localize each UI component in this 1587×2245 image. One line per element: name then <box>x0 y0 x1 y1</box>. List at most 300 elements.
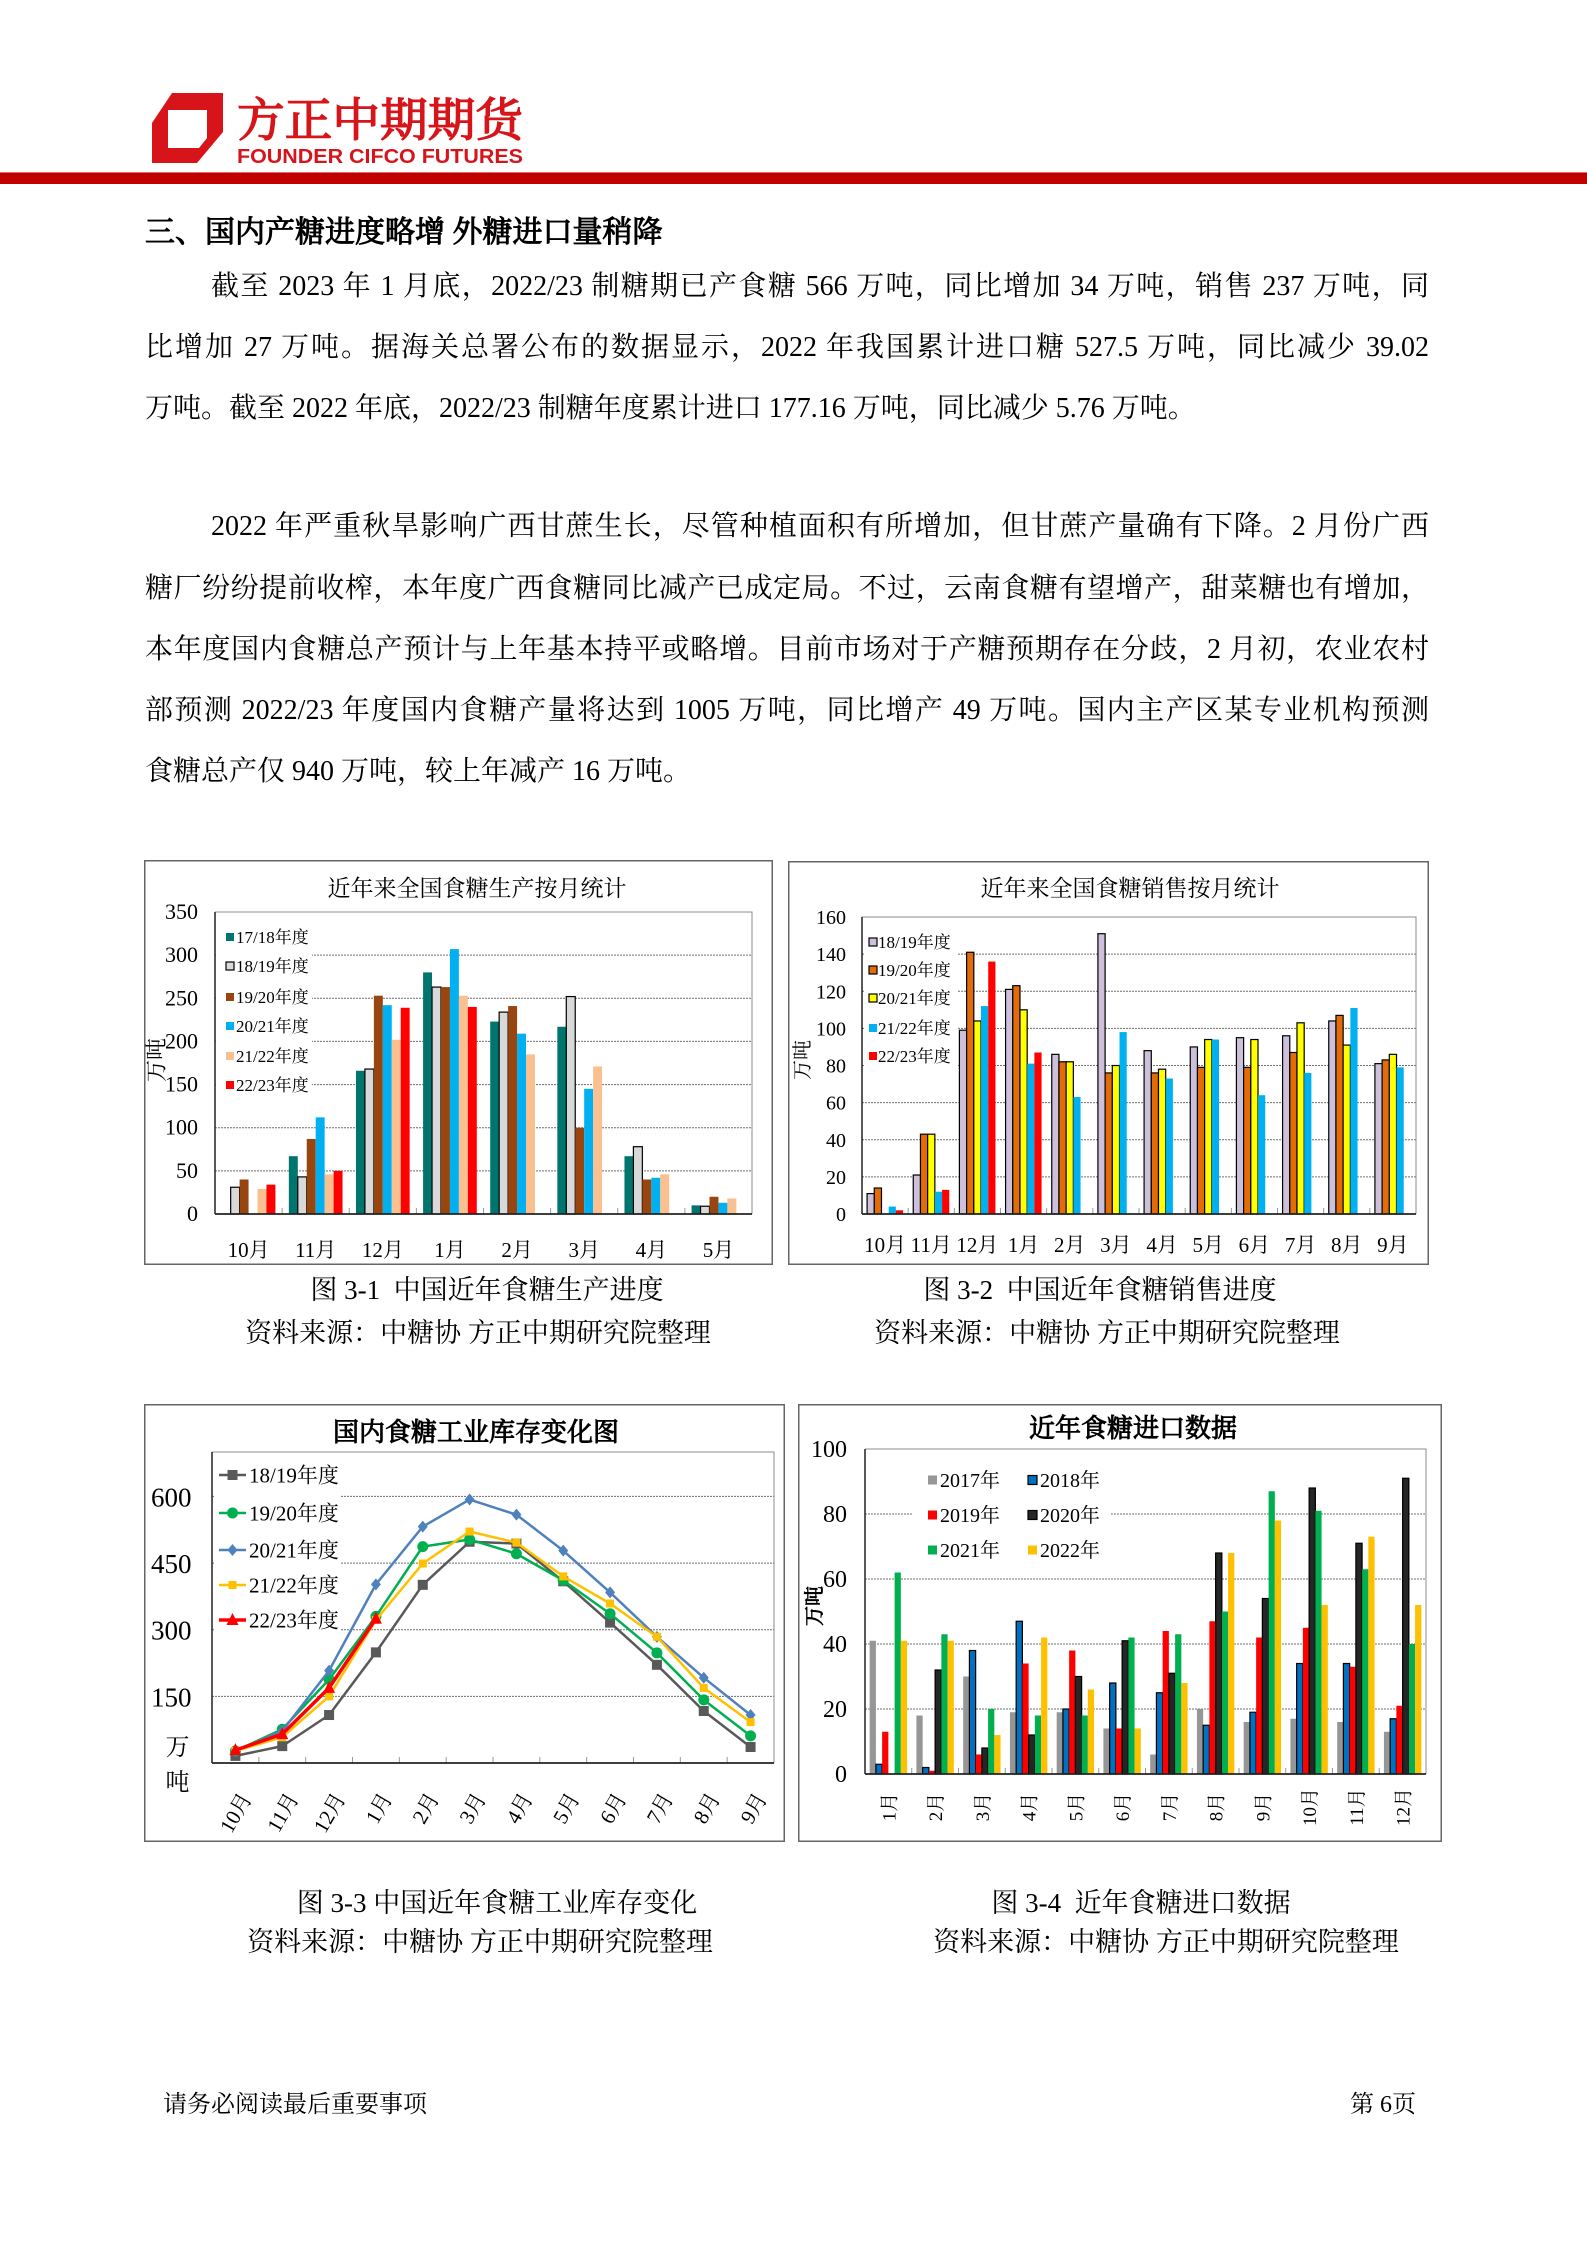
import-bar-s2-c10 <box>1350 1667 1356 1774</box>
import-legend-label-2: 2019年 <box>940 1505 1000 1528</box>
inventory-x-label-10: 8月 <box>688 1788 726 1828</box>
sales-y-tick-label-7: 140 <box>816 944 846 967</box>
sales-bar-s0-c9 <box>1283 1036 1290 1214</box>
production-legend-label-4: 21/22年度 <box>236 1047 309 1067</box>
sales-bar-s2-c10 <box>1343 1045 1350 1214</box>
import-bar-s3-c6 <box>1169 1673 1175 1774</box>
import-bar-s3-c4 <box>1075 1677 1081 1775</box>
sales-y-axis-label: 万吨 <box>792 1040 814 1080</box>
sales-bar-s1-c2 <box>967 952 974 1214</box>
import-x-label-8: 9月 <box>1253 1792 1275 1822</box>
import-bar-s4-c2 <box>988 1709 994 1774</box>
import-y-tick-label-3: 60 <box>823 1567 847 1593</box>
import-bar-s0-c7 <box>1197 1709 1203 1774</box>
import-legend-swatch-4 <box>928 1546 937 1555</box>
production-bar-s5-c3 <box>468 1007 477 1214</box>
import-x-label-5: 6月 <box>1113 1792 1135 1822</box>
inventory-legend-marker-3 <box>229 1581 237 1589</box>
inventory-x-label-7: 5月 <box>548 1788 585 1828</box>
company-logo <box>150 90 540 170</box>
sales-x-label-4: 2月 <box>1054 1233 1086 1257</box>
production-y-tick-label-1: 50 <box>176 1157 198 1183</box>
inventory-point-s0-c4 <box>418 1580 428 1590</box>
import-bar-s2-c9 <box>1303 1628 1309 1774</box>
import-bar-s4-c8 <box>1269 1491 1275 1774</box>
production-chart-svg <box>144 860 773 1265</box>
sales-bar-s2-c5 <box>1112 1066 1119 1215</box>
import-bar-s5-c3 <box>1041 1638 1047 1775</box>
sales-x-label-11: 9月 <box>1377 1233 1409 1257</box>
sales-x-label-7: 5月 <box>1192 1233 1224 1257</box>
production-bar-s0-c2 <box>356 1071 365 1214</box>
production-legend-swatch-2 <box>226 993 234 1001</box>
production-bar-s1-c4 <box>499 1012 508 1214</box>
sales-bar-s0-c6 <box>1144 1051 1151 1214</box>
sales-legend-label-1: 19/20年度 <box>878 961 951 981</box>
import-y-tick-label-2: 40 <box>823 1632 847 1658</box>
figure-3-3-source: 资料来源：中糖协 方正中期研究院整理 <box>247 1927 713 1957</box>
sales-bar-s3-c10 <box>1350 1008 1357 1214</box>
sales-bar-s3-c8 <box>1258 1095 1265 1214</box>
production-bar-s1-c7 <box>701 1206 710 1214</box>
production-y-axis-label: 万吨 <box>144 1037 169 1083</box>
sales-x-label-5: 3月 <box>1100 1233 1132 1257</box>
import-bar-s3-c10 <box>1356 1543 1362 1774</box>
header-divider-bar <box>0 172 1587 184</box>
figure-3-2-source: 资料来源：中糖协 方正中期研究院整理 <box>874 1318 1340 1348</box>
import-y-tick-label-0: 0 <box>835 1762 847 1788</box>
import-bar-s4-c6 <box>1175 1634 1181 1774</box>
sales-legend-swatch-2 <box>869 994 877 1002</box>
import-bar-s5-c2 <box>994 1735 1000 1774</box>
import-bar-s0-c8 <box>1244 1722 1250 1774</box>
production-y-tick-label-6: 300 <box>165 942 198 968</box>
import-legend-label-0: 2017年 <box>940 1470 1000 1493</box>
production-x-label-1: 11月 <box>295 1238 337 1262</box>
import-x-label-2: 3月 <box>972 1792 994 1822</box>
production-legend-label-3: 20/21年度 <box>236 1017 309 1037</box>
import-bar-s4-c9 <box>1315 1511 1321 1774</box>
import-bar-s1-c3 <box>1016 1621 1022 1774</box>
paragraph-1-line-3: 万吨。截至 2022 年底，2022/23 制糖年度累计进口 177.16 万吨，同比减少 5.76 万吨。 <box>145 393 1196 424</box>
import-bar-s1-c4 <box>1063 1709 1069 1774</box>
inventory-point-s0-c11 <box>746 1742 756 1752</box>
import-bar-s0-c11 <box>1384 1732 1390 1774</box>
sales-bar-s3-c2 <box>981 1006 988 1214</box>
sales-bar-s3-c7 <box>1212 1040 1219 1214</box>
sales-bar-s2-c6 <box>1158 1069 1165 1214</box>
production-x-label-5: 3月 <box>568 1238 600 1262</box>
sales-bar-s1-c11 <box>1382 1060 1389 1214</box>
import-bar-s4-c1 <box>941 1634 947 1774</box>
sales-bar-s4-c3 <box>1034 1053 1041 1214</box>
inventory-legend-label-1: 19/20年度 <box>249 1501 339 1526</box>
production-legend-label-5: 22/23年度 <box>236 1076 309 1096</box>
import-bar-s0-c3 <box>1010 1712 1016 1774</box>
import-bar-s4-c5 <box>1128 1638 1134 1775</box>
inventory-point-s1-c11 <box>745 1730 756 1741</box>
sales-x-label-3: 1月 <box>1007 1233 1040 1257</box>
sales-y-tick-label-3: 60 <box>826 1092 846 1115</box>
production-x-label-2: 12月 <box>361 1238 404 1262</box>
production-bar-s4-c0 <box>258 1189 267 1214</box>
import-bar-s1-c10 <box>1343 1664 1349 1775</box>
inventory-point-s3-c6 <box>512 1539 520 1547</box>
import-bar-s5-c1 <box>948 1641 954 1774</box>
production-bar-s2-c3 <box>441 987 450 1214</box>
import-bar-s5-c7 <box>1228 1553 1234 1774</box>
production-bar-s0-c3 <box>423 972 432 1214</box>
sales-bar-s4-c1 <box>942 1190 949 1214</box>
production-bar-s0-c4 <box>490 1022 499 1214</box>
inventory-legend-marker-1 <box>227 1508 238 1519</box>
paragraph-1-line-2: 比增加 27 万吨。据海关总署公布的数据显示，2022 年我国累计进口糖 527.5 万吨，同比减少 39.02 <box>145 332 1429 363</box>
import-bar-s4-c11 <box>1409 1644 1415 1774</box>
inventory-point-s1-c4 <box>417 1541 428 1552</box>
inventory-point-s0-c10 <box>699 1706 709 1716</box>
inventory-x-label-6: 4月 <box>501 1788 538 1828</box>
import-bar-s2-c6 <box>1163 1631 1169 1774</box>
production-x-label-4: 2月 <box>501 1238 533 1262</box>
inventory-x-label-9: 7月 <box>641 1788 679 1828</box>
production-x-label-3: 1月 <box>434 1238 466 1262</box>
sales-bar-s0-c11 <box>1375 1064 1382 1214</box>
sales-legend-swatch-0 <box>869 938 877 946</box>
import-y-axis-label: 万吨 <box>804 1586 826 1626</box>
figure-3-1-source: 资料来源：中糖协 方正中期研究院整理 <box>245 1318 711 1348</box>
inventory-point-s1-c9 <box>651 1647 662 1658</box>
sales-y-tick-label-5: 100 <box>816 1018 846 1041</box>
import-bar-s5-c10 <box>1368 1537 1374 1774</box>
import-bar-s5-c11 <box>1415 1605 1421 1774</box>
production-bar-s1-c6 <box>633 1147 642 1214</box>
import-bar-s5-c4 <box>1088 1690 1094 1775</box>
inventory-point-s3-c9 <box>653 1633 661 1641</box>
paragraph-2-line-4: 部预测 2022/23 年度国内食糖产量将达到 1005 万吨，同比增产 49 万吨。国内主产区某专业机构预测 <box>145 695 1429 726</box>
import-bar-s0-c5 <box>1103 1729 1109 1775</box>
figure-3-4-source: 资料来源：中糖协 方正中期研究院整理 <box>933 1927 1399 1957</box>
import-bar-s1-c2 <box>969 1651 975 1775</box>
sales-bar-s2-c1 <box>928 1134 935 1214</box>
import-x-label-9: 10月 <box>1300 1787 1322 1827</box>
sales-bar-s2-c11 <box>1389 1054 1396 1214</box>
production-bar-s3-c1 <box>316 1117 325 1214</box>
sales-x-label-9: 7月 <box>1284 1233 1317 1257</box>
import-bar-s0-c10 <box>1337 1722 1343 1774</box>
import-bar-s3-c5 <box>1122 1641 1128 1774</box>
production-bar-s3-c7 <box>718 1203 727 1214</box>
import-chart-svg <box>798 1404 1442 1842</box>
import-bar-s2-c8 <box>1256 1638 1262 1775</box>
inventory-point-s1-c8 <box>605 1608 616 1619</box>
import-bar-s1-c11 <box>1390 1719 1396 1774</box>
sales-legend-swatch-4 <box>869 1052 877 1060</box>
sales-legend-label-2: 20/21年度 <box>878 989 951 1009</box>
figure-3-3-caption: 图 3-3 中国近年食糖工业库存变化 <box>296 1888 698 1918</box>
inventory-x-label-1: 11月 <box>262 1788 304 1837</box>
import-bar-s2-c7 <box>1209 1621 1215 1774</box>
footer-notice: 请务必阅读最后重要事项 <box>163 2092 427 2118</box>
sales-bar-s1-c1 <box>920 1134 927 1214</box>
sales-bar-s3-c9 <box>1304 1073 1311 1214</box>
inventory-point-s0-c9 <box>652 1660 662 1670</box>
import-bar-s2-c5 <box>1116 1729 1122 1775</box>
import-bar-s2-c3 <box>1022 1664 1028 1775</box>
import-x-label-1: 2月 <box>926 1792 948 1822</box>
import-y-tick-label-4: 80 <box>823 1502 847 1528</box>
sales-bar-s2-c7 <box>1205 1040 1212 1214</box>
paragraph-2-line-1: 2022 年严重秋旱影响广西甘蔗生长，尽管种植面积有所增加，但甘蔗产量确有下降。2 月份广西 <box>211 511 1429 542</box>
import-chart <box>798 1404 1442 1842</box>
sales-legend-label-4: 22/23年度 <box>878 1047 951 1067</box>
import-bar-s4-c0 <box>895 1573 901 1775</box>
logo-text-cn: 方正中期期货 <box>237 93 527 147</box>
import-bar-s0-c2 <box>963 1677 969 1775</box>
inventory-point-s0-c3 <box>371 1647 381 1657</box>
sales-bar-s0-c5 <box>1098 934 1105 1214</box>
import-bar-s5-c0 <box>901 1641 907 1774</box>
production-bar-s3-c5 <box>584 1089 593 1214</box>
inventory-chart-svg <box>144 1404 785 1842</box>
sales-bar-s4-c2 <box>988 962 995 1214</box>
inventory-x-label-2: 12月 <box>308 1788 351 1837</box>
paragraph-2-line-2: 糖厂纷纷提前收榨，本年度广西食糖同比减产已成定局。不过，云南食糖有望增产，甜菜糖也有增加， <box>145 573 1429 604</box>
import-bar-s0-c6 <box>1150 1755 1156 1775</box>
production-bar-s0-c6 <box>624 1156 633 1214</box>
sales-bar-s1-c8 <box>1244 1067 1251 1214</box>
sales-bar-s3-c6 <box>1166 1078 1173 1214</box>
inventory-point-s3-c4 <box>419 1560 427 1568</box>
inventory-x-label-4: 2月 <box>407 1788 445 1828</box>
production-y-tick-label-4: 200 <box>165 1028 198 1054</box>
sales-bar-s2-c9 <box>1297 1023 1304 1214</box>
production-bar-s4-c7 <box>727 1198 736 1214</box>
production-bar-s4-c6 <box>660 1174 669 1214</box>
import-legend-label-4: 2021年 <box>940 1540 1000 1563</box>
production-bar-s1-c5 <box>566 997 575 1214</box>
production-legend-label-1: 18/19年度 <box>236 957 309 977</box>
inventory-x-label-3: 1月 <box>360 1788 398 1828</box>
import-bar-s2-c2 <box>976 1755 982 1775</box>
import-bar-s3-c9 <box>1309 1488 1315 1774</box>
sales-bar-s0-c2 <box>959 1030 966 1214</box>
inventory-chart-y-axis-label: 万吨 <box>161 1734 187 1804</box>
inventory-legend-label-4: 22/23年度 <box>249 1608 339 1633</box>
production-y-tick-label-0: 0 <box>187 1201 198 1226</box>
import-bar-s0-c4 <box>1057 1712 1063 1774</box>
sales-bar-s0-c8 <box>1236 1038 1243 1214</box>
inventory-point-s3-c8 <box>606 1600 614 1608</box>
import-bar-s0-c0 <box>870 1641 876 1774</box>
production-bar-s5-c0 <box>266 1185 275 1214</box>
production-chart <box>144 860 773 1265</box>
sales-bar-s3-c11 <box>1397 1067 1404 1214</box>
import-x-label-7: 8月 <box>1206 1792 1228 1822</box>
figure-3-2-caption: 图 3-2 中国近年食糖销售进度 <box>923 1275 1277 1305</box>
sales-y-tick-label-8: 160 <box>816 907 846 929</box>
production-bar-s3-c2 <box>383 1005 392 1214</box>
import-bar-s3-c8 <box>1262 1599 1268 1775</box>
sales-x-label-2: 12月 <box>956 1233 999 1257</box>
import-legend-label-3: 2020年 <box>1040 1505 1100 1528</box>
import-chart-title: 近年食糖进口数据 <box>1028 1414 1238 1443</box>
sales-y-tick-label-6: 120 <box>816 981 846 1004</box>
import-bar-s3-c2 <box>982 1748 988 1774</box>
production-bar-s3-c6 <box>651 1178 660 1214</box>
import-bar-s2-c11 <box>1396 1706 1402 1774</box>
sales-bar-s2-c4 <box>1066 1062 1073 1214</box>
sales-chart-title: 近年来全国食糖销售按月统计 <box>980 876 1280 901</box>
sales-x-label-10: 8月 <box>1331 1233 1363 1257</box>
sales-bar-s0-c10 <box>1329 1021 1336 1214</box>
import-legend-label-1: 2018年 <box>1040 1470 1100 1493</box>
sales-bar-s3-c4 <box>1073 1097 1080 1214</box>
production-legend-swatch-5 <box>226 1081 234 1089</box>
inventory-y-tick-label-3: 600 <box>151 1482 192 1513</box>
sales-legend-swatch-3 <box>869 1024 877 1032</box>
inventory-legend-label-2: 20/21年度 <box>249 1538 339 1563</box>
import-x-label-3: 4月 <box>1019 1792 1041 1822</box>
inventory-y-tick-label-1: 300 <box>151 1615 192 1646</box>
import-x-label-6: 7月 <box>1159 1792 1181 1822</box>
sales-bar-s2-c2 <box>974 1021 981 1214</box>
sales-bar-s2-c3 <box>1020 1010 1027 1214</box>
import-bar-s1-c8 <box>1250 1712 1256 1774</box>
import-y-tick-label-1: 20 <box>823 1697 847 1723</box>
sales-bar-s0-c0 <box>867 1194 874 1214</box>
production-x-label-7: 5月 <box>702 1238 735 1262</box>
production-x-label-0: 10月 <box>227 1238 270 1262</box>
sales-bar-s0-c7 <box>1190 1047 1197 1214</box>
sales-legend-label-3: 21/22年度 <box>878 1019 951 1039</box>
import-bar-s3-c3 <box>1029 1735 1035 1774</box>
production-bar-s0-c7 <box>692 1205 701 1214</box>
sales-bar-s1-c3 <box>1013 986 1020 1214</box>
sales-bar-s0-c4 <box>1052 1054 1059 1214</box>
import-bar-s3-c11 <box>1403 1478 1409 1774</box>
import-bar-s3-c7 <box>1216 1553 1222 1774</box>
sales-bar-s1-c10 <box>1336 1015 1343 1214</box>
paragraph-2-line-5: 食糖总产仅 940 万吨，较上年减产 16 万吨。 <box>145 756 692 787</box>
production-legend-swatch-4 <box>226 1052 234 1060</box>
production-bar-s2-c0 <box>240 1179 249 1214</box>
import-y-tick-label-5: 100 <box>811 1437 847 1463</box>
inventory-chart <box>144 1404 785 1842</box>
import-x-label-11: 12月 <box>1393 1787 1415 1827</box>
inventory-point-s3-c5 <box>466 1528 474 1536</box>
import-bar-s2-c0 <box>882 1732 888 1774</box>
sales-bar-s2-c8 <box>1251 1040 1258 1214</box>
sales-bar-s3-c0 <box>889 1207 896 1214</box>
production-bar-s4-c4 <box>526 1054 535 1214</box>
production-bar-s5-c2 <box>401 1008 410 1214</box>
production-bar-s1-c1 <box>298 1177 307 1214</box>
production-bar-s3-c3 <box>450 949 459 1214</box>
import-bar-s5-c9 <box>1322 1605 1328 1774</box>
production-legend-swatch-0 <box>226 933 234 941</box>
import-legend-swatch-0 <box>928 1476 937 1485</box>
sales-bar-s1-c0 <box>874 1188 881 1214</box>
import-bar-s5-c5 <box>1135 1729 1141 1775</box>
sales-bar-s1-c6 <box>1151 1073 1158 1214</box>
inventory-y-tick-label-0: 150 <box>151 1682 192 1713</box>
production-y-tick-label-2: 100 <box>165 1114 198 1140</box>
inventory-point-s3-c10 <box>700 1684 708 1692</box>
import-legend-swatch-3 <box>1028 1511 1037 1520</box>
production-bar-s1-c0 <box>231 1187 240 1214</box>
sales-y-tick-label-0: 0 <box>836 1204 846 1226</box>
inventory-point-s0-c1 <box>277 1741 287 1751</box>
sales-legend-swatch-1 <box>869 966 877 974</box>
import-bar-s0-c1 <box>916 1716 922 1775</box>
production-bar-s2-c4 <box>508 1006 517 1214</box>
import-x-label-4: 5月 <box>1066 1792 1088 1822</box>
production-bar-s4-c2 <box>392 1040 401 1214</box>
paragraph-2-line-3: 本年度国内食糖总产预计与上年基本持平或略增。目前市场对于产糖预期存在分歧，2 月初，农业农村 <box>145 634 1429 665</box>
production-chart-title: 近年来全国食糖生产按月统计 <box>327 876 627 901</box>
import-legend-label-5: 2022年 <box>1040 1540 1100 1563</box>
sales-bar-s3-c5 <box>1120 1032 1127 1214</box>
inventory-point-s3-c2 <box>325 1692 333 1700</box>
inventory-legend-marker-0 <box>228 1470 238 1480</box>
production-y-tick-label-7: 350 <box>165 899 198 924</box>
import-legend-swatch-1 <box>1028 1476 1037 1485</box>
figure-3-1-caption: 图 3-1 中国近年食糖生产进度 <box>310 1275 664 1305</box>
production-legend-label-0: 17/18年度 <box>236 928 309 948</box>
import-bar-s1-c9 <box>1297 1664 1303 1775</box>
sales-bar-s1-c9 <box>1290 1053 1297 1214</box>
import-legend-swatch-5 <box>1028 1546 1037 1555</box>
production-bar-s4-c1 <box>325 1174 334 1214</box>
sales-bar-s3-c3 <box>1027 1064 1034 1214</box>
production-bar-s0-c5 <box>557 1027 566 1214</box>
production-legend-label-2: 19/20年度 <box>236 988 309 1008</box>
sales-bar-s1-c5 <box>1105 1073 1112 1214</box>
production-y-tick-label-3: 150 <box>165 1071 198 1097</box>
inventory-point-s0-c2 <box>324 1710 334 1720</box>
import-bar-s1-c6 <box>1156 1693 1162 1774</box>
import-bar-s3-c1 <box>935 1670 941 1774</box>
inventory-x-label-5: 3月 <box>454 1788 491 1828</box>
import-bar-s1-c7 <box>1203 1725 1209 1774</box>
import-bar-s2-c4 <box>1069 1651 1075 1775</box>
import-bar-s1-c0 <box>876 1764 882 1774</box>
production-legend-swatch-1 <box>226 962 234 970</box>
inventory-legend-label-0: 18/19年度 <box>249 1463 339 1488</box>
sales-bar-s1-c7 <box>1197 1067 1204 1214</box>
import-bar-s5-c8 <box>1275 1521 1281 1775</box>
sales-chart-svg <box>788 861 1429 1265</box>
sales-x-label-1: 11月 <box>910 1233 952 1257</box>
production-bar-s2-c6 <box>642 1179 651 1214</box>
logo-text-en: FOUNDER CIFCO FUTURES <box>237 146 523 168</box>
sales-y-tick-label-2: 40 <box>826 1129 846 1152</box>
production-bar-s3-c4 <box>517 1034 526 1214</box>
inventory-point-s3-c11 <box>747 1718 755 1726</box>
production-bar-s2-c7 <box>709 1197 718 1214</box>
inventory-chart-title: 国内食糖工业库存变化图 <box>332 1418 620 1447</box>
inventory-x-label-8: 6月 <box>594 1788 632 1828</box>
production-y-tick-label-5: 250 <box>165 985 198 1011</box>
production-bar-s2-c1 <box>307 1139 316 1214</box>
import-bar-s1-c1 <box>923 1768 929 1775</box>
sales-x-label-8: 6月 <box>1238 1233 1271 1257</box>
inventory-point-s1-c10 <box>698 1694 709 1705</box>
import-bar-s1-c5 <box>1110 1683 1116 1774</box>
sales-x-label-6: 4月 <box>1146 1233 1178 1257</box>
sales-bar-s0-c1 <box>913 1175 920 1214</box>
import-x-label-0: 1月 <box>879 1792 901 1822</box>
